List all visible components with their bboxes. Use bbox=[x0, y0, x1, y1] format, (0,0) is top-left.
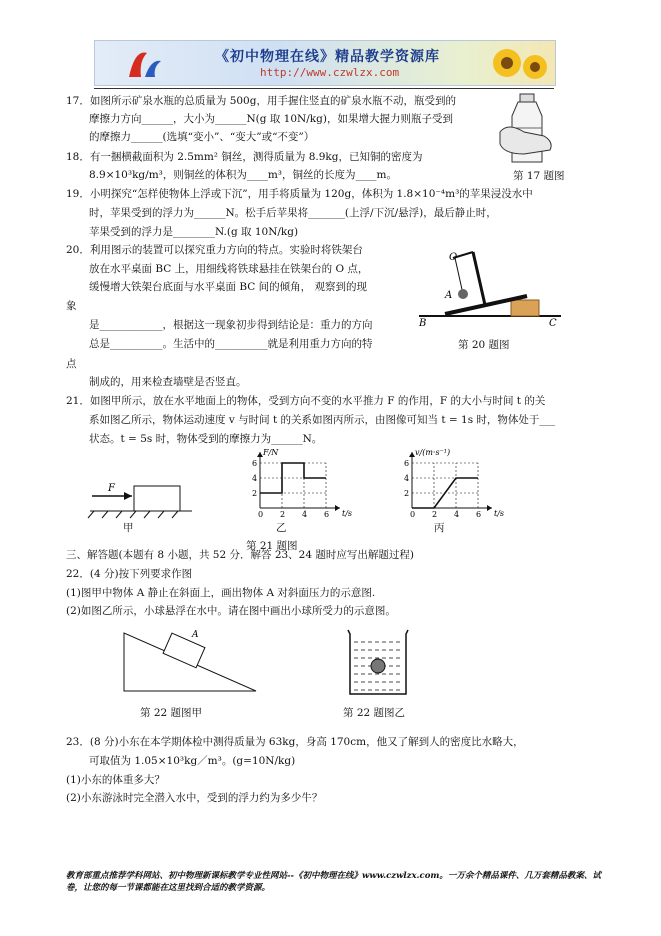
fig21-yi-y-tick-label: 6 bbox=[252, 459, 258, 468]
fig22-caption-jia: 第 22 题图甲 bbox=[140, 707, 203, 719]
q23-line1: 23．(8 分)小东在本学期体检中测得质量为 63kg，身高 170cm，他又了解到人的密度比水略大， bbox=[66, 736, 524, 748]
fig21-velocity-time-chart bbox=[392, 446, 505, 522]
fig21-bing-x-tick-label: 0 bbox=[410, 510, 416, 519]
fig21-yi-y-tick-label: 4 bbox=[252, 474, 258, 483]
fig21-bing-x-axis-label: t/s bbox=[494, 509, 505, 518]
fig20-label-b: B bbox=[419, 318, 427, 329]
sunflower-icon bbox=[487, 43, 551, 83]
logo-icon bbox=[125, 47, 165, 81]
q20-line5: 是____________，根据这一现象初步得到结论是：重力的方向 bbox=[89, 319, 373, 331]
fig21-force-time-chart bbox=[240, 446, 353, 522]
fig20-label-c: C bbox=[549, 318, 557, 329]
fig21-block-diagram bbox=[86, 476, 196, 520]
q23-sub2: (2)小东游泳时完全潜入水中，受到的浮力约为多少牛？ bbox=[66, 792, 323, 804]
q20-line4: 象 bbox=[66, 300, 77, 312]
q21-line3: 状态。t = 5s 时，物体受到的摩擦力为______N。 bbox=[89, 433, 323, 445]
fig21-caption-bing: 丙 bbox=[434, 522, 445, 534]
q23-sub1: (1)小东的体重多大？ bbox=[66, 774, 165, 786]
fig21-yi-x-tick-label: 0 bbox=[258, 510, 264, 519]
q21-line2: 系如图乙所示，物体运动速度 v 与时间 t 的关系如图丙所示，由图像可知当 t = 1s 时，物体处于___ bbox=[89, 414, 556, 426]
q22-line1: 22．(4 分)按下列要求作图 bbox=[66, 568, 193, 580]
fig20-label-a: A bbox=[445, 290, 453, 301]
q19-line3: 苹果受到的浮力是________N.(g 取 10N/kg) bbox=[89, 226, 299, 238]
fig21-bing-y-tick-label: 6 bbox=[404, 459, 410, 468]
q20-line7: 点 bbox=[66, 358, 77, 370]
fig21-label-f: F bbox=[108, 483, 115, 494]
section-3-heading: 三、解答题(本题有 8 小题，共 52 分．解答 23、24 题时应写出解题过程) bbox=[66, 549, 414, 561]
q23-line2: 可取值为 1.05×10³kg／m³。(g=10N/kg) bbox=[89, 755, 296, 767]
fig21-bing-y-tick-label: 2 bbox=[404, 489, 410, 498]
footer-note: 教育部重点推荐学科网站、初中物理新课标教学专业性网站--《初中物理在线》www.czwlzx.com。一万余个精品课件、几万套精品教案、试卷，让您的每一节课都能在这里找到合适的教学资源。 bbox=[66, 871, 601, 893]
fig21-bing-y-tick-label: 4 bbox=[404, 474, 410, 483]
header-divider bbox=[94, 88, 554, 89]
q17-line1: 17．如图所示矿泉水瓶的总质量为 500g，用手握住竖直的矿泉水瓶不动，瓶受到的 bbox=[66, 95, 456, 107]
q21-line1: 21．如图甲所示，放在水平地面上的物体，受到方向不变的水平推力 F 的作用，F 的大小与时间 t 的关 bbox=[66, 395, 546, 407]
fig21-caption-jia: 甲 bbox=[123, 522, 134, 534]
fig22-beaker-diagram bbox=[344, 628, 412, 698]
q18-line1: 18．有一捆横截面积为 2.5mm² 铜丝，测得质量为 8.9kg，已知铜的密度为 bbox=[66, 151, 423, 163]
fig22-incline-diagram bbox=[120, 625, 260, 695]
q20-line3: 缓慢增大铁架台底面与水平桌面 BC 间的倾角， 观察到的现 bbox=[89, 281, 367, 293]
fig21-caption: 第 21 题图 bbox=[246, 540, 298, 552]
fig21-bing-x-tick-label: 6 bbox=[476, 510, 482, 519]
fig21-yi-x-arrow bbox=[335, 505, 340, 511]
q17-line3: 的摩擦力______(选填“变小”、“变大”或“不变”） bbox=[89, 131, 315, 143]
header-url[interactable]: http://www.czwlzx.com bbox=[260, 66, 400, 79]
q20-line8: 制成的，用来检查墙壁是否竖直。 bbox=[89, 376, 247, 388]
fig17-caption: 第 17 题图 bbox=[513, 170, 565, 182]
header-banner bbox=[94, 40, 556, 86]
q22-line3: (2)如图乙所示，小球悬浮在水中。请在图中画出小球所受力的示意图。 bbox=[66, 605, 396, 617]
fig21-yi-y-tick-label: 2 bbox=[252, 489, 258, 498]
fig21-yi-x-tick-label: 4 bbox=[302, 510, 308, 519]
q18-line2: 8.9×10³kg/m³，则铜丝的体积为____m³，铜丝的长度为____m。 bbox=[89, 169, 397, 181]
q19-line2: 时，苹果受到的浮力为______N。松手后苹果将_______(上浮/下沉/悬浮)，最后静止时， bbox=[89, 207, 497, 219]
fig20-caption: 第 20 题图 bbox=[458, 339, 510, 351]
fig21-yi-y-axis-label: F/N bbox=[263, 448, 279, 457]
fig21-bing-x-tick-label: 4 bbox=[454, 510, 460, 519]
fig21-bing-x-arrow bbox=[487, 505, 492, 511]
fig21-bing-x-tick-label: 2 bbox=[432, 510, 438, 519]
fig21-caption-yi: 乙 bbox=[276, 522, 287, 534]
q19-line1: 19．小明探究“怎样使物体上浮或下沉”，用手将质量为 120g，体积为 1.8×10⁻⁴m³的苹果浸没水中 bbox=[66, 188, 533, 200]
fig22-label-a: A bbox=[192, 630, 199, 640]
q20-line6: 总是__________。生活中的__________就是利用重力方向的特 bbox=[89, 338, 373, 350]
fig21-yi-x-tick-label: 6 bbox=[324, 510, 330, 519]
fig17-bottle-image bbox=[494, 92, 564, 168]
q20-line1: 20．利用图示的装置可以探究重力方向的特点。实验时将铁架台 bbox=[66, 244, 363, 256]
fig22-caption-yi: 第 22 题图乙 bbox=[343, 707, 406, 719]
header-title: 《初中物理在线》精品教学资源库 bbox=[215, 49, 440, 65]
q17-line2: 摩擦力方向______，大小为______N(g 取 10N/kg)，如果增大握力则瓶子受到 bbox=[89, 113, 453, 125]
fig20-apparatus-diagram bbox=[415, 248, 565, 328]
fig20-label-o: O bbox=[449, 252, 458, 263]
fig21-yi-x-tick-label: 2 bbox=[280, 510, 286, 519]
fig21-bing-y-axis-label: v/(m·s⁻¹) bbox=[415, 448, 451, 457]
q22-line2: (1)图甲中物体 A 静止在斜面上，画出物体 A 对斜面压力的示意图. bbox=[66, 587, 376, 599]
q20-line2: 放在水平桌面 BC 上，用细线将铁球悬挂在铁架台的 O 点， bbox=[89, 263, 369, 275]
fig21-yi-x-axis-label: t/s bbox=[342, 509, 353, 518]
